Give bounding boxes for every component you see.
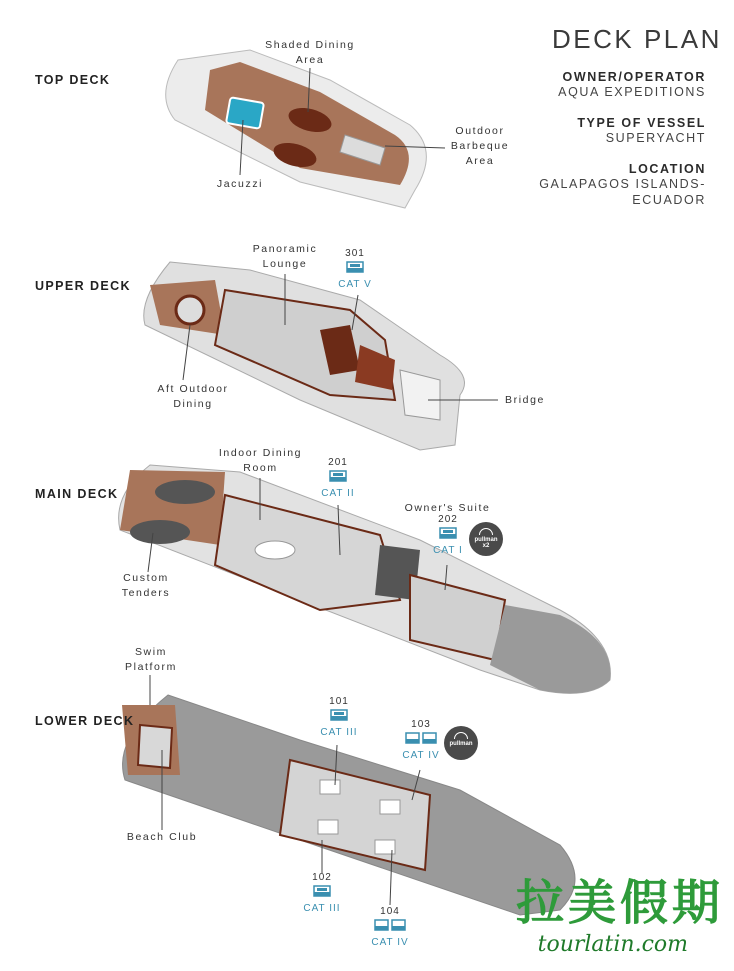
main-deck-label: MAIN DECK [35, 487, 119, 501]
callout-panoramic-lounge [240, 242, 330, 272]
owner-value: AQUA EXPEDITIONS [558, 85, 706, 99]
vessel-value: SUPERYACHT [605, 131, 706, 145]
watermark-url: tourlatin.com [537, 932, 688, 957]
bed-icon [329, 469, 347, 483]
callout-shaded-dining [255, 38, 365, 68]
callout-line: Panoramic [252, 243, 318, 255]
cabin-number: 101 [329, 696, 349, 707]
bunk-bed-icon [405, 731, 437, 745]
location-value-line1: GALAPAGOS ISLANDS- [539, 177, 706, 191]
vessel-label: TYPE OF VESSEL [577, 116, 706, 130]
bunk-bed-icon [374, 918, 406, 932]
callout-indoor-dining [208, 446, 313, 476]
page-title: DECK PLAN [552, 24, 722, 54]
pullman-label: pullman [449, 741, 473, 747]
upper-deck-drawing [144, 262, 465, 450]
cabin-number: 104 [380, 906, 400, 917]
callout-line: Custom [123, 572, 169, 584]
cabin-number: 103 [411, 719, 431, 730]
callout-line: Area [465, 155, 495, 167]
callout-line: Tenders [121, 587, 171, 599]
callout-swim-platform [118, 645, 184, 675]
cabin-marker[interactable] [316, 696, 362, 739]
callout-line: Area [295, 54, 325, 66]
callout-line: Indoor Dining [218, 447, 303, 459]
callout-line: Aft Outdoor [157, 383, 229, 395]
callout-beach-club: Beach Club [126, 831, 198, 843]
callout-aft-outdoor-dining [145, 382, 241, 412]
callout-custom-tenders [112, 571, 180, 601]
cabin-number: 202 [438, 514, 458, 525]
pullman-badge [469, 522, 503, 556]
callout-line: Platform [125, 661, 177, 673]
cabin-marker[interactable] [299, 872, 345, 915]
cabin-category: CAT V [338, 279, 372, 290]
callout-line: Outdoor [455, 125, 505, 137]
cabin-category: CAT III [303, 903, 341, 914]
callout-bridge: Bridge [505, 394, 545, 406]
callout-jacuzzi: Jacuzzi [216, 178, 264, 190]
bed-icon [330, 708, 348, 722]
callout-line: Room [243, 462, 278, 474]
top-deck-label: TOP DECK [35, 73, 111, 87]
cabin-marker[interactable] [367, 906, 413, 949]
cabin-category: CAT I [433, 545, 463, 556]
cabin-category: CAT IV [371, 937, 409, 948]
cabin-marker[interactable] [425, 514, 471, 557]
bed-icon [439, 526, 457, 540]
callout-line: Lounge [262, 258, 308, 270]
bed-icon [313, 884, 331, 898]
callout-line: Swim [134, 646, 168, 658]
jacuzzi-pool [226, 97, 264, 129]
callout-owners-suite: Owner's Suite [404, 502, 491, 514]
cabin-category: CAT IV [402, 750, 440, 761]
location-label: LOCATION [628, 162, 706, 176]
callout-line: Dining [173, 398, 213, 410]
cabin-marker[interactable] [333, 248, 377, 291]
cabin-number: 102 [312, 872, 332, 883]
pullman-count: x2 [482, 543, 490, 549]
cabin-category: CAT II [321, 488, 355, 499]
callout-line: Shaded Dining [265, 39, 355, 51]
upper-deck-label: UPPER DECK [35, 279, 131, 293]
cabin-number: 301 [345, 248, 365, 259]
owner-label: OWNER/OPERATOR [562, 70, 706, 84]
pullman-label: pullman [474, 537, 498, 543]
location-value-line2: ECUADOR [632, 193, 706, 207]
cabin-number: 201 [328, 457, 348, 468]
callout-bbq [440, 124, 520, 169]
pullman-icon [479, 528, 493, 535]
cabin-marker[interactable] [315, 457, 361, 500]
watermark-chinese: 拉美假期 [515, 875, 724, 931]
pullman-badge [444, 726, 478, 760]
main-deck-drawing [119, 465, 611, 693]
pullman-icon [454, 732, 468, 739]
cabin-marker[interactable] [398, 719, 444, 762]
lower-deck-label: LOWER DECK [35, 714, 135, 728]
bed-icon [346, 260, 364, 274]
cabin-category: CAT III [320, 727, 358, 738]
callout-line: Barbeque [450, 140, 510, 152]
